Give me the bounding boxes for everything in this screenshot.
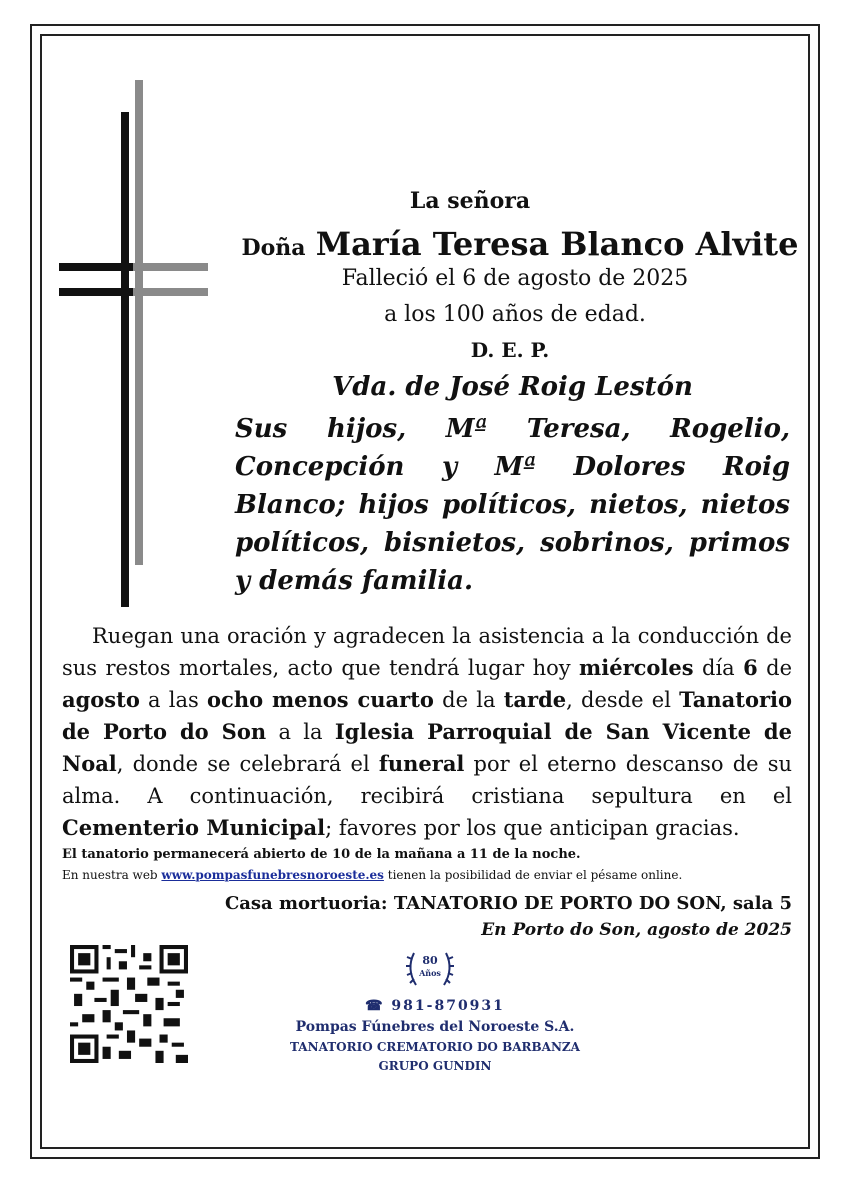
ceremony-text: Ruegan una oración y agradecen la asistencia a la conducción de sus restos mortales, acto que tendrá lugar hoy miércoles día 6 de agosto a las ocho menos cuarto de la tarde, desde el Tanatorio de Porto do Son a la Iglesia Parroquial de San Vicente de Noal, donde se celebrará el funeral por el eterno descanso de su alma. A continuación, recibirá cristiana sepultura en el Cementerio Municipal; favores por los que anticipan gracias. [62,624,792,840]
badge-text: Años [419,968,441,978]
qr-code[interactable] [70,945,188,1063]
widow-line: Vda. de José Roig Lestón [332,372,693,402]
title-prefix: Doña [241,235,306,261]
salutation: La señora [409,188,531,214]
place-date: En Porto do Son, agosto de 2025 [481,920,792,940]
opening-hours: El tanatorio permanecerá abierto de 10 de la mañana a 11 de la noche. [62,847,581,862]
phone-number: ☎ 981-870931 [365,998,505,1014]
badge-number: 80 [422,954,438,967]
company-name: Pompas Fúnebres del Noroeste S.A. [295,1019,575,1035]
dep-label: D. E. P. [470,338,550,362]
crematorium-name: TANATORIO CREMATORIO DO BARBANZA [290,1040,580,1054]
deceased-name: María Teresa Blanco Alvite [315,225,799,263]
age-line: a los 100 años de edad. [384,302,646,327]
family-text: Sus hijos, Mª Teresa, Rogelio, Concepción y Mª Dolores Roig Blanco; hijos políticos, nietos, nietos políticos, bisnietos, sobrinos, primos y demás familia. [235,414,790,596]
website-link[interactable]: www.pompasfunebresnoroeste.es [161,868,384,882]
web-notice: En nuestra web www.pompasfunebresnoroeste.es tienen la posibilidad de enviar el pésame online. [62,868,683,882]
group-name: GRUPO GUNDIN [378,1059,492,1073]
funeral-home: Casa mortuoria: TANATORIO DE PORTO DO SON, sala 5 [224,893,792,914]
cross-icon [55,80,215,610]
death-date: Falleció el 6 de agosto de 2025 [341,266,689,291]
anniversary-badge [402,945,458,993]
deceased-name-line [200,225,840,263]
phone-icon: ☎ [365,998,385,1014]
